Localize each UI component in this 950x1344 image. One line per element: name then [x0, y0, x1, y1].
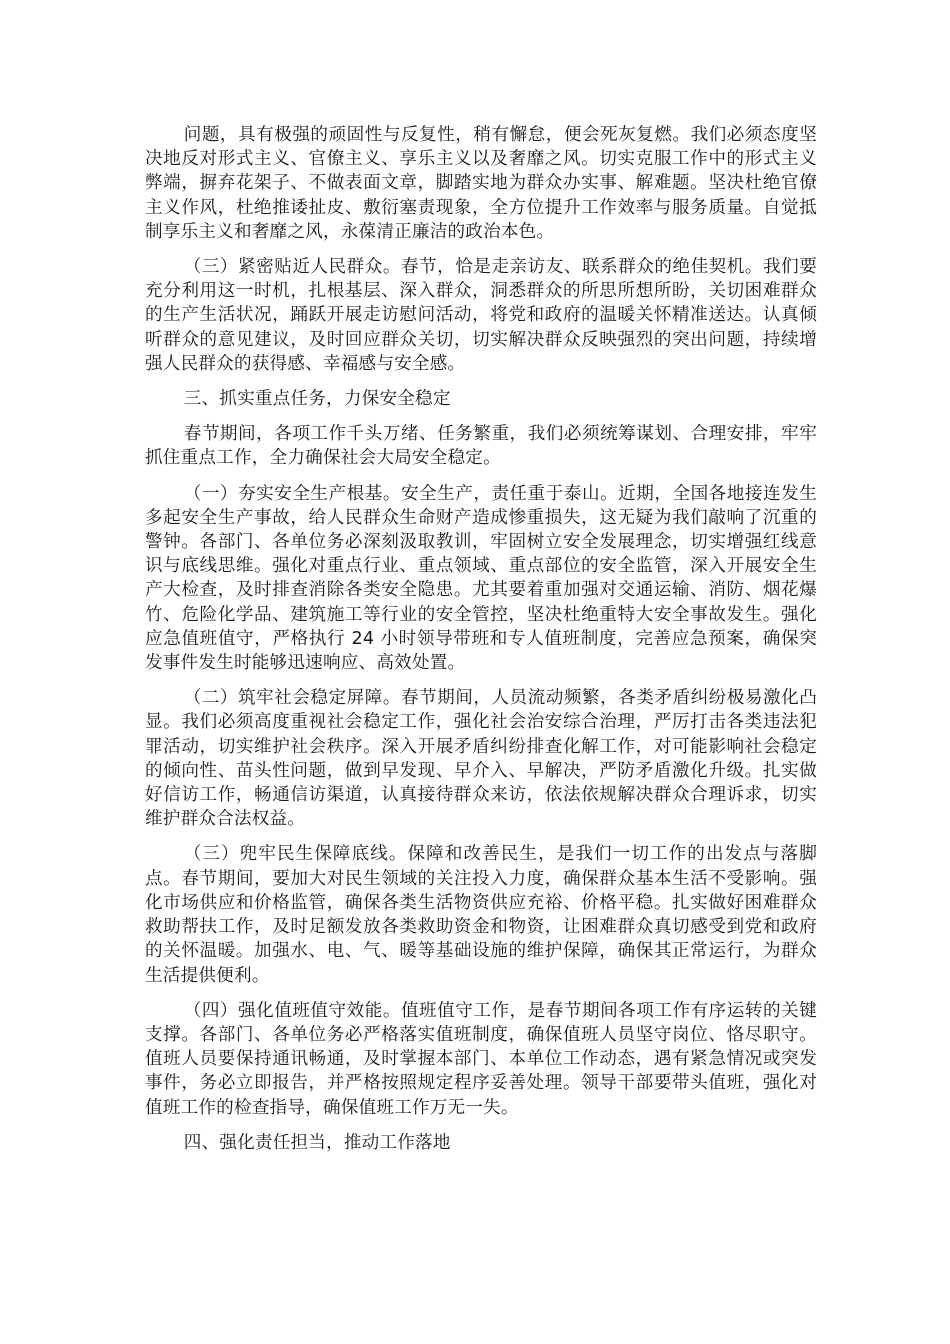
- document-body: [145, 123, 817, 1166]
- paragraph: （二）筑牢社会稳定屏障。春节期间，人员流动频繁，各类矛盾纠纷极易激化凸显。我们必须高度重视社会稳定工作，强化社会治安综合治理，严厉打击各类违法犯罪活动，切实维护社会秩序。深入开展矛盾纠纷排查化解工作，对可能影响社会稳定的倾向性、苗头性问题，做到早发现、早介入、早解决，严防矛盾激化升级。扎实做好信访工作，畅通信访渠道，认真接待群众来访，依法依规解决群众合理诉求，切实维护群众合法权益。: [145, 688, 817, 830]
- paragraph: 问题，具有极强的顽固性与反复性，稍有懈怠，便会死灰复燃。我们必须态度坚决地反对形式主义、官僚主义、享乐主义以及奢靡之风。切实克服工作中的形式主义弊端，摒弃花架子、不做表面文章，脚踏实地为群众办实事、解难题。坚决杜绝官僚主义作风，杜绝推诿扯皮、敷衍塞责现象，全方位提升工作效率与服务质量。自觉抵制享乐主义和奢靡之风，永葆清正廉洁的政治本色。: [145, 125, 817, 242]
- section-heading: 三、抓实重点任务，力保安全稳定: [183, 389, 451, 410]
- paragraph: （四）强化值班值守效能。值班值守工作，是春节期间各项工作有序运转的关键支撑。各部门、各单位务必严格落实值班制度，确保值班人员坚守岗位、恪尽职守。值班人员要保持通讯畅通，及时掌握本部门、本单位工作动态，遇有紧急情况或突发事件，务必立即报告，并严格按照规定程序妥善处理。领导干部要带头值班，强化对值班工作的检查指导，确保值班工作万无一失。: [145, 1000, 817, 1118]
- paragraph: （三）兜牢民生保障底线。保障和改善民生，是我们一切工作的出发点与落脚点。春节期间，要加大对民生领域的关注投入力度，确保群众基本生活不受影响。强化市场供应和价格监管，确保各类生活物资供应充裕、价格平稳。扎实做好困难群众救助帮扶工作，及时足额发放各类救助资金和物资，让困难群众真切感受到党和政府的关怀温暖。加强水、电、气、暖等基础设施的维护保障，确保其正常运行，为群众生活提供便利。: [145, 844, 817, 986]
- section-heading: 四、强化责任担当，推动工作落地: [183, 1132, 451, 1153]
- paragraph: 春节期间，各项工作千头万绪、任务繁重，我们必须统筹谋划、合理安排，牢牢抓住重点工作，全力确保社会大局安全稳定。: [145, 424, 817, 469]
- paragraph: （一）夯实安全生产根基。安全生产，责任重于泰山。近期，全国各地接连发生多起安全生产事故，给人民群众生命财产造成惨重损失，这无疑为我们敲响了沉重的警钟。各部门、各单位务必深刻汲取教训，牢固树立安全发展理念，切实增强红线意识与底线思维。强化对重点行业、重点领域、重点部位的安全监管，深入开展安全生产大检查，及时排查消除各类安全隐患。尤其要着重加强对交通运输、消防、烟花爆竹、危险化学品、建筑施工等行业的安全管控，坚决杜绝重特大安全事故发生。强化应急值班值守，严格执行 24 小时领导带班和专人值班制度，完善应急预案，确保突发事件发生时能够迅速响应、高效处置。: [145, 483, 817, 674]
- paragraph: （三）紧密贴近人民群众。春节，恰是走亲访友、联系群众的绝佳契机。我们要充分利用这一时机，扎根基层、深入群众，洞悉群众的所思所想所盼，关切困难群众的生产生活状况，踊跃开展走访慰问活动，将党和政府的温暖关怀精准送达。认真倾听群众的意见建议，及时回应群众关切，切实解决群众反映强烈的突出问题，持续增强人民群众的获得感、幸福感与安全感。: [145, 257, 817, 374]
